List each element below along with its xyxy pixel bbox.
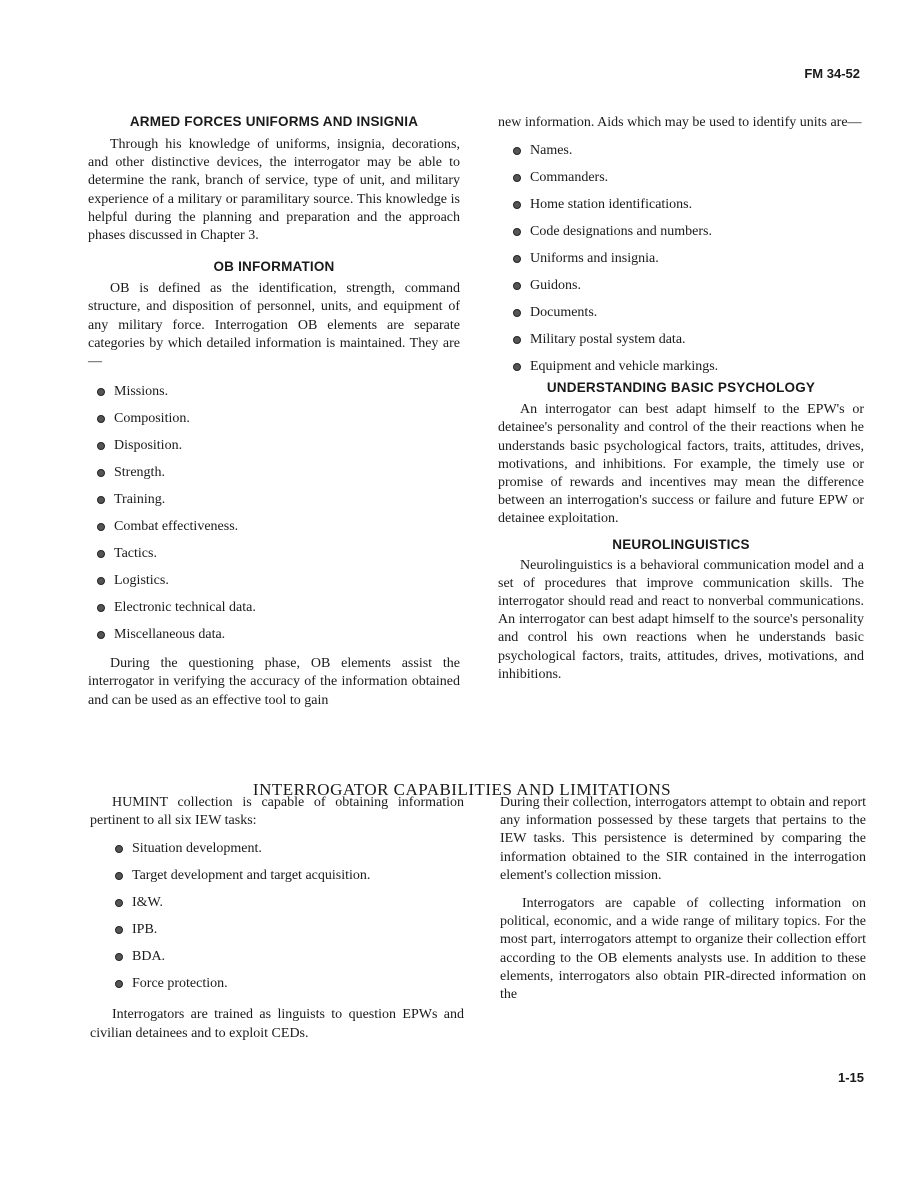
list-item: Logistics. [92, 572, 460, 599]
bullet-icon [97, 415, 105, 423]
list-item: Military postal system data. [508, 331, 864, 358]
paragraph-neurolinguistics: Neurolinguistics is a behavioral communication model and a set of procedures that improve communication skills. The interrogator should read and react to nonverbal communications. An interrogator can best adapt himself to the source's personality and control his own reactions when he understands basic psychological factors, traits, attitudes, drives, motivations, and inhibitions. [498, 557, 864, 682]
bullet-icon [513, 228, 521, 236]
ob-elements-list [92, 383, 460, 653]
section-title: INTERROGATOR CAPABILITIES AND LIMITATIONS [252, 780, 672, 800]
bullet-icon [97, 550, 105, 558]
list-item: Disposition. [92, 437, 460, 464]
bullet-icon [97, 496, 105, 504]
list-item: Tactics. [92, 545, 460, 572]
list-item: I&W. [110, 894, 464, 921]
bullet-icon [115, 953, 123, 961]
list-item: Equipment and vehicle markings. [508, 358, 864, 378]
list-item: Force protection. [110, 975, 464, 1002]
bullet-icon [115, 845, 123, 853]
list-item: Training. [92, 491, 460, 518]
unit-aids-list [508, 142, 864, 378]
bullet-icon [513, 255, 521, 263]
list-item: Composition. [92, 410, 460, 437]
left-column-top [88, 114, 460, 710]
heading-neurolinguistics: NEUROLINGUISTICS [612, 536, 750, 552]
page-number: 1-15 [837, 1070, 864, 1085]
list-item: Code designations and numbers. [508, 223, 864, 250]
list-item: Combat effectiveness. [92, 518, 460, 545]
list-item: IPB. [110, 921, 464, 948]
heading-ob-information: OB INFORMATION [213, 259, 335, 275]
paragraph-psychology: An interrogator can best adapt himself to the EPW's or detainee's personality and control of the their reactions when he understands basic psychological factors, traits, attitudes, drives, motivations, and inhibitions. For example, the timely use or promise of rewards and incentives may mean the difference between an interrogation's success or failure and future EPW or detainee exploitation. [498, 402, 864, 527]
bullet-icon [513, 309, 521, 317]
bullet-icon [97, 523, 105, 531]
bullet-icon [513, 174, 521, 182]
list-item: Target development and target acquisition. [110, 867, 464, 894]
paragraph-questioning: During the questioning phase, OB elements assist the interrogator in verifying the accuracy of the information obtained and can be used as an effective tool to gain [88, 656, 460, 708]
list-item: Guidons. [508, 277, 864, 304]
list-item: Names. [508, 142, 864, 169]
bullet-icon [513, 363, 521, 371]
list-item: Strength. [92, 464, 460, 491]
list-item: Commanders. [508, 169, 864, 196]
list-item: Miscellaneous data. [92, 626, 460, 653]
bullet-icon [115, 899, 123, 907]
list-item: Home station identifications. [508, 196, 864, 223]
bullet-icon [97, 388, 105, 396]
bullet-icon [97, 604, 105, 612]
bullet-icon [115, 980, 123, 988]
right-column-top [498, 114, 864, 684]
list-item: Documents. [508, 304, 864, 331]
heading-basic-psychology: UNDERSTANDING BASIC PSYCHOLOGY [546, 380, 816, 396]
document-code: FM 34-52 [804, 66, 860, 81]
bullet-icon [97, 469, 105, 477]
left-column-bottom [90, 794, 464, 1043]
paragraph-ob: OB is defined as the identification, strength, command structure, and disposition of personnel, units, and equipment of any military force. Interrogation OB elements are separate categories by which detailed information is maintained. They are— [88, 281, 460, 370]
paragraph-capable: Interrogators are capable of collecting information on political, economic, and a wide range of military topics. For the most part, interrogators attempt to organize their collection effort according to the OB elements analysts use. In addition to these elements, interrogators also obtain PIR-directed information on the [500, 896, 866, 1003]
bullet-icon [97, 631, 105, 639]
bullet-icon [115, 872, 123, 880]
bullet-icon [513, 201, 521, 209]
bullet-icon [513, 147, 521, 155]
bullet-icon [513, 336, 521, 344]
iew-tasks-list [110, 840, 464, 1002]
paragraph-humint: HUMINT collection is capable of obtaining information pertinent to all six IEW tasks: [90, 795, 464, 829]
list-item: Uniforms and insignia. [508, 250, 864, 277]
bullet-icon [97, 442, 105, 450]
list-item: BDA. [110, 948, 464, 975]
paragraph-uniforms: Through his knowledge of uniforms, insignia, decorations, and other distinctive devices, the interrogator may be able to determine the rank, branch of service, type of unit, and military experience of a military or paramilitary source. This knowledge is helpful during the planning and preparation and the approach phases discussed in Chapter 3. [88, 137, 460, 244]
paragraph-trained: Interrogators are trained as linguists to question EPWs and civilian detainees and to exploit CEDs. [90, 1007, 464, 1041]
bullet-icon [513, 282, 521, 290]
list-item: Electronic technical data. [92, 599, 460, 626]
heading-uniforms: ARMED FORCES UNIFORMS AND INSIGNIA [129, 114, 419, 129]
paragraph-unit-aids: new information. Aids which may be used to identify units are— [498, 115, 862, 130]
list-item: Situation development. [110, 840, 464, 867]
bullet-icon [115, 926, 123, 934]
paragraph-collection: During their collection, interrogators attempt to obtain and report any information possessed by these targets that pertains to the IEW tasks. This persistence is determined by comparing the information obtained to the SIR contained in the interrogation element's collection mission. [500, 795, 866, 883]
list-item: Missions. [92, 383, 460, 410]
right-column-bottom [500, 794, 866, 1004]
bullet-icon [97, 577, 105, 585]
